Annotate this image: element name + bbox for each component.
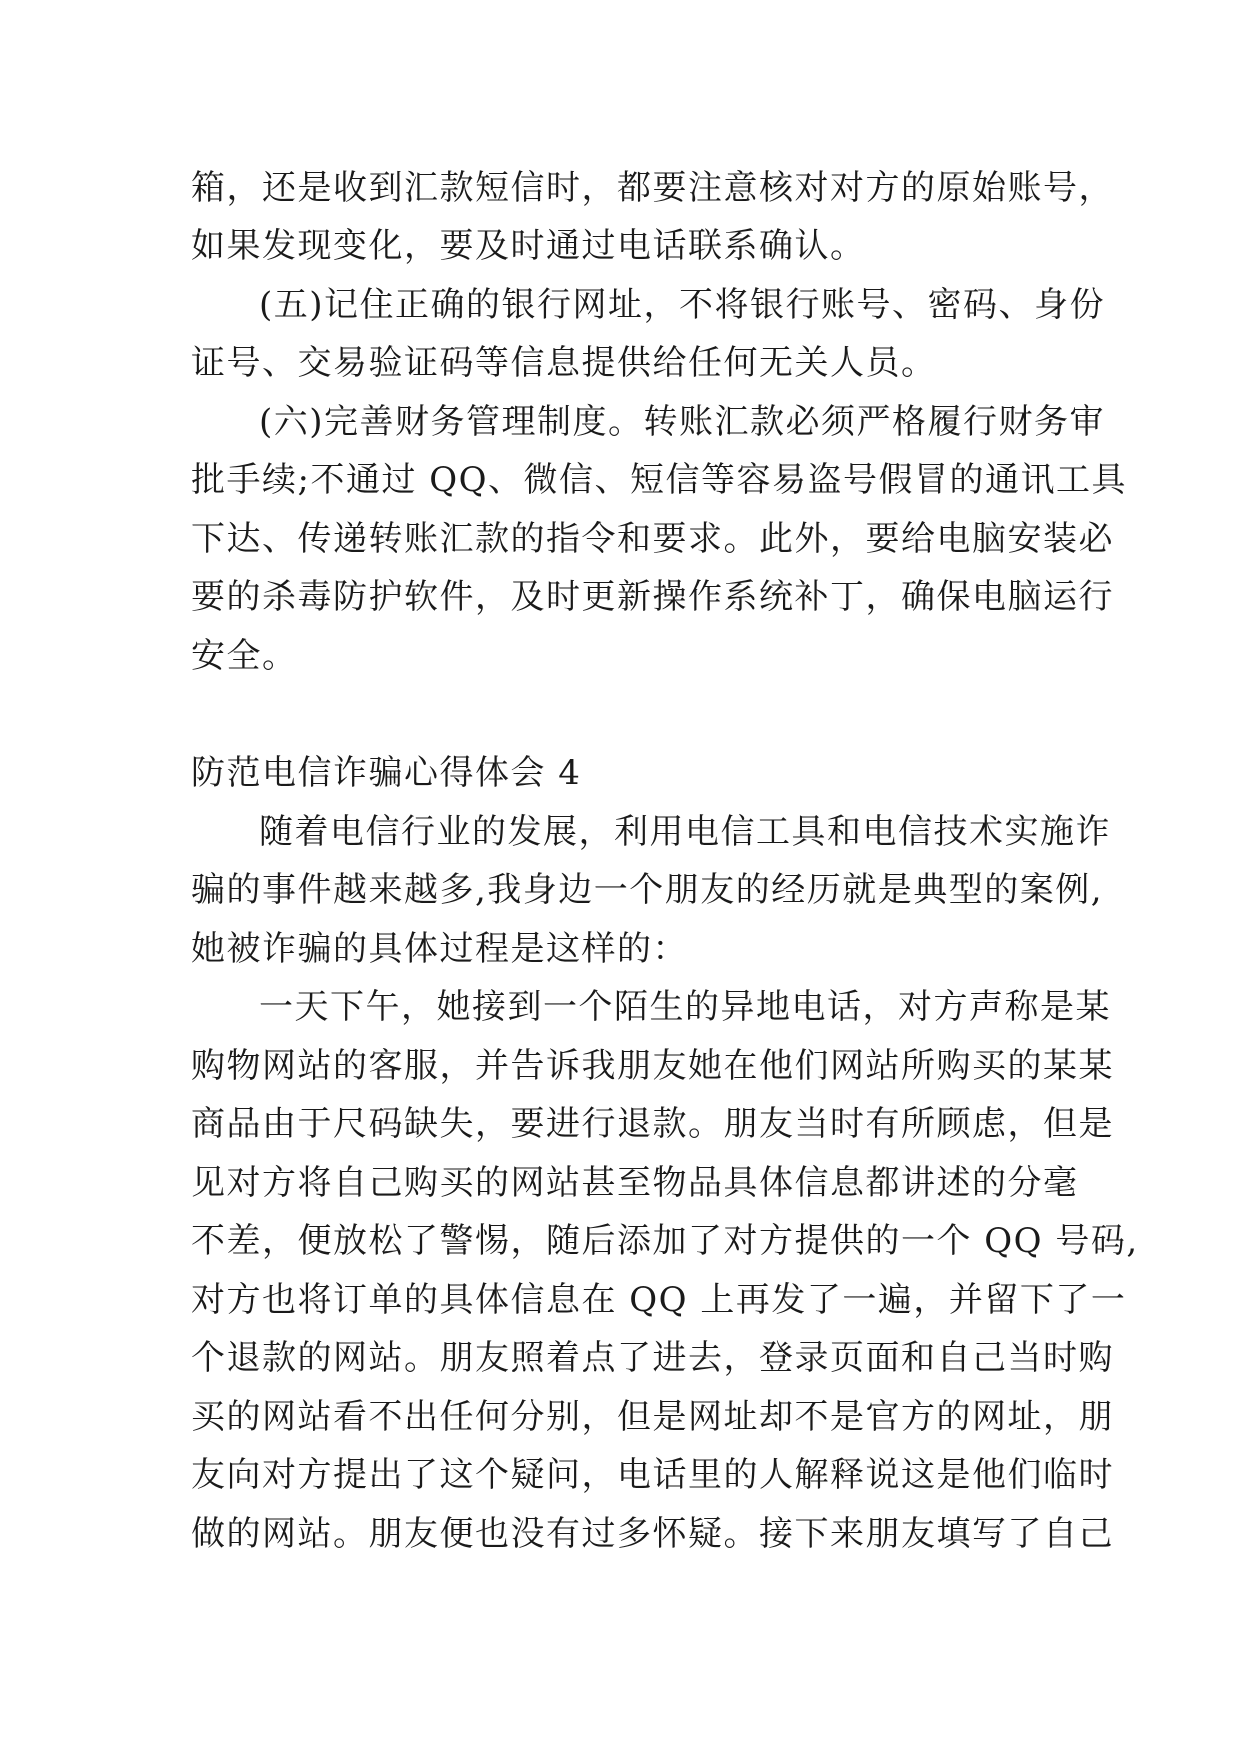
paragraph-line: (六)完善财务管理制度。转账汇款必须严格履行财务审 <box>259 402 1106 442</box>
paragraph-line: 友向对方提出了这个疑问，电话里的人解释说这是他们临时 <box>191 1455 1114 1495</box>
paragraph-line: 购物网站的客服，并告诉我朋友她在他们网站所购买的某某 <box>191 1046 1114 1086</box>
paragraph-line: 做的网站。朋友便也没有过多怀疑。接下来朋友填写了自己 <box>191 1514 1114 1554</box>
paragraph-line: 安全。 <box>191 636 298 676</box>
paragraph-line: 批手续;不通过 QQ、微信、短信等容易盗号假冒的通讯工具 <box>191 460 1128 500</box>
paragraph-line: 见对方将自己购买的网站甚至物品具体信息都讲述的分毫 <box>191 1163 1079 1203</box>
paragraph-line: 箱，还是收到汇款短信时，都要注意核对对方的原始账号， <box>191 168 1114 208</box>
paragraph-line: 下达、传递转账汇款的指令和要求。此外，要给电脑安装必 <box>191 519 1114 559</box>
paragraph-line: 随着电信行业的发展，利用电信工具和电信技术实施诈 <box>259 812 1111 852</box>
paragraph-line: 骗的事件越来越多,我身边一个朋友的经历就是典型的案例, <box>191 870 1104 910</box>
paragraph-line: 对方也将订单的具体信息在 QQ 上再发了一遍，并留下了一 <box>191 1280 1127 1320</box>
paragraph-line: 商品由于尺码缺失，要进行退款。朋友当时有所顾虑，但是 <box>191 1104 1114 1144</box>
paragraph-line: 一天下午，她接到一个陌生的异地电话，对方声称是某 <box>259 987 1111 1027</box>
paragraph-line: (五)记住正确的银行网址，不将银行账号、密码、身份 <box>259 285 1106 325</box>
paragraph-line: 买的网站看不出任何分别，但是网址却不是官方的网址，朋 <box>191 1397 1114 1437</box>
paragraph-line: 她被诈骗的具体过程是这样的： <box>191 929 688 969</box>
paragraph-line: 证号、交易验证码等信息提供给任何无关人员。 <box>191 343 937 383</box>
paragraph-line: 不差，便放松了警惕，随后添加了对方提供的一个 QQ 号码, <box>191 1221 1139 1261</box>
paragraph-line: 要的杀毒防护软件，及时更新操作系统补丁，确保电脑运行 <box>191 577 1114 617</box>
paragraph-line: 如果发现变化，要及时通过电话联系确认。 <box>191 226 866 266</box>
section-heading: 防范电信诈骗心得体会 4 <box>191 753 582 793</box>
paragraph-line: 个退款的网站。朋友照着点了进去，登录页面和自己当时购 <box>191 1338 1114 1378</box>
